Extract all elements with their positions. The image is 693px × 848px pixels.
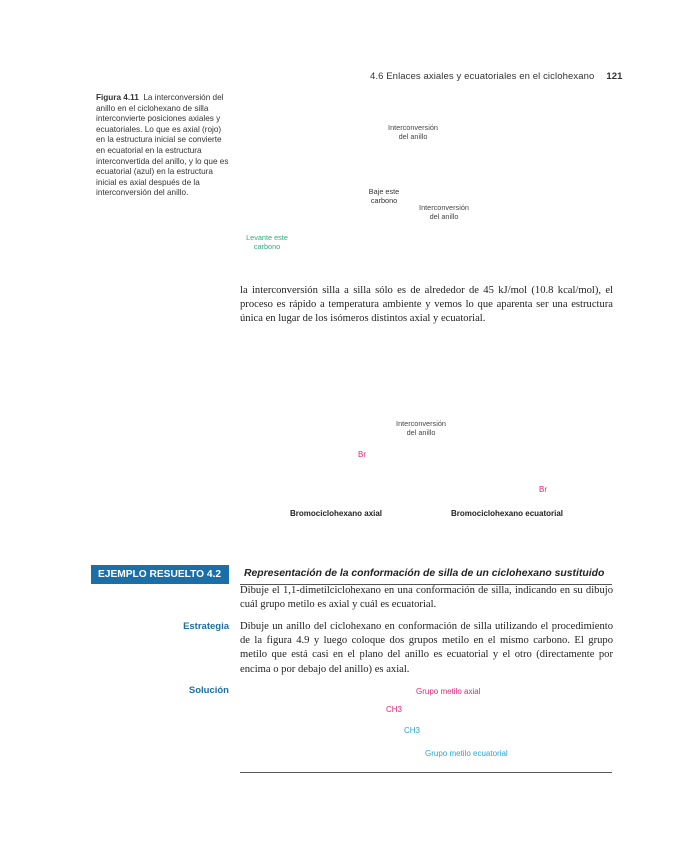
- page-number: 121: [606, 71, 623, 82]
- solution-label: Solución: [188, 685, 229, 696]
- equatorial-molecule-name: Bromociclohexano ecuatorial: [451, 509, 564, 518]
- example-prompt: Dibuje el 1,1-dimetilciclohexano en una conformación de silla, indicando en su dibujo cuál grupo metilo es axial y cuál es ecuatorial.: [240, 585, 613, 611]
- br-equatorial-label: Br: [539, 485, 547, 494]
- example-title: Representación de la conformación de silla de un ciclohexano sustituido: [244, 568, 605, 579]
- raise-carbon-label: Levante este carbono: [246, 233, 288, 251]
- interconversion-label-mid: Interconversión del anillo: [419, 203, 469, 221]
- bottom-rule: [240, 772, 612, 773]
- header-section: 4.6 Enlaces axiales y ecuatoriales en el ciclohexano: [370, 71, 595, 82]
- figure-caption-text: La interconversión del anillo en el ciclohexano de silla interconvierte posiciones axiales y ecuatoriales. Lo que es axial (rojo) en la estructura inicial se convierte en ecuatorial en la estructura interconvertida del anillo, y lo que es ecuatorial (azul) en la estructura inicial es axial después de la interconversión del anillo.: [96, 93, 229, 198]
- strategy-text: Dibuje un anillo del ciclohexano en conformación de silla utilizando el procedimiento de la figura 4.9 y luego coloque dos grupos metilo en el mismo carbono. El grupo metilo que está casi en el plano del anillo es ecuatorial y el otro (directamente por encima o por debajo del anillo) es axial.: [240, 621, 613, 675]
- ch3-equatorial: CH3: [404, 726, 421, 735]
- running-header: [370, 71, 623, 82]
- figure-label: Figura 4.11: [96, 93, 139, 102]
- axial-group-label: Grupo metilo axial: [416, 687, 481, 696]
- equatorial-group-label: Grupo metilo ecuatorial: [425, 749, 508, 758]
- strategy-label: Estrategia: [183, 621, 229, 632]
- ch3-axial: CH3: [386, 705, 403, 714]
- bromo-interconversion-label: Interconversión del anillo: [396, 419, 446, 437]
- example-banner: EJEMPLO RESUELTO 4.2: [91, 565, 229, 584]
- br-axial-label: Br: [358, 450, 366, 459]
- axial-molecule-name: Bromociclohexano axial: [290, 509, 383, 518]
- body-paragraph: la interconversión silla a silla sólo es de alrededor de 45 kJ/mol (10.8 kcal/mol), el proceso es rápido a temperatura ambiente y vemos lo que aparenta ser una estructura única en lugar de los isómeros distintos axial y ecuatorial.: [240, 285, 613, 325]
- figure-caption: [96, 93, 231, 199]
- lower-carbon-label: Baje este carbono: [368, 187, 400, 205]
- interconversion-label-top: Interconversión del anillo: [388, 123, 438, 141]
